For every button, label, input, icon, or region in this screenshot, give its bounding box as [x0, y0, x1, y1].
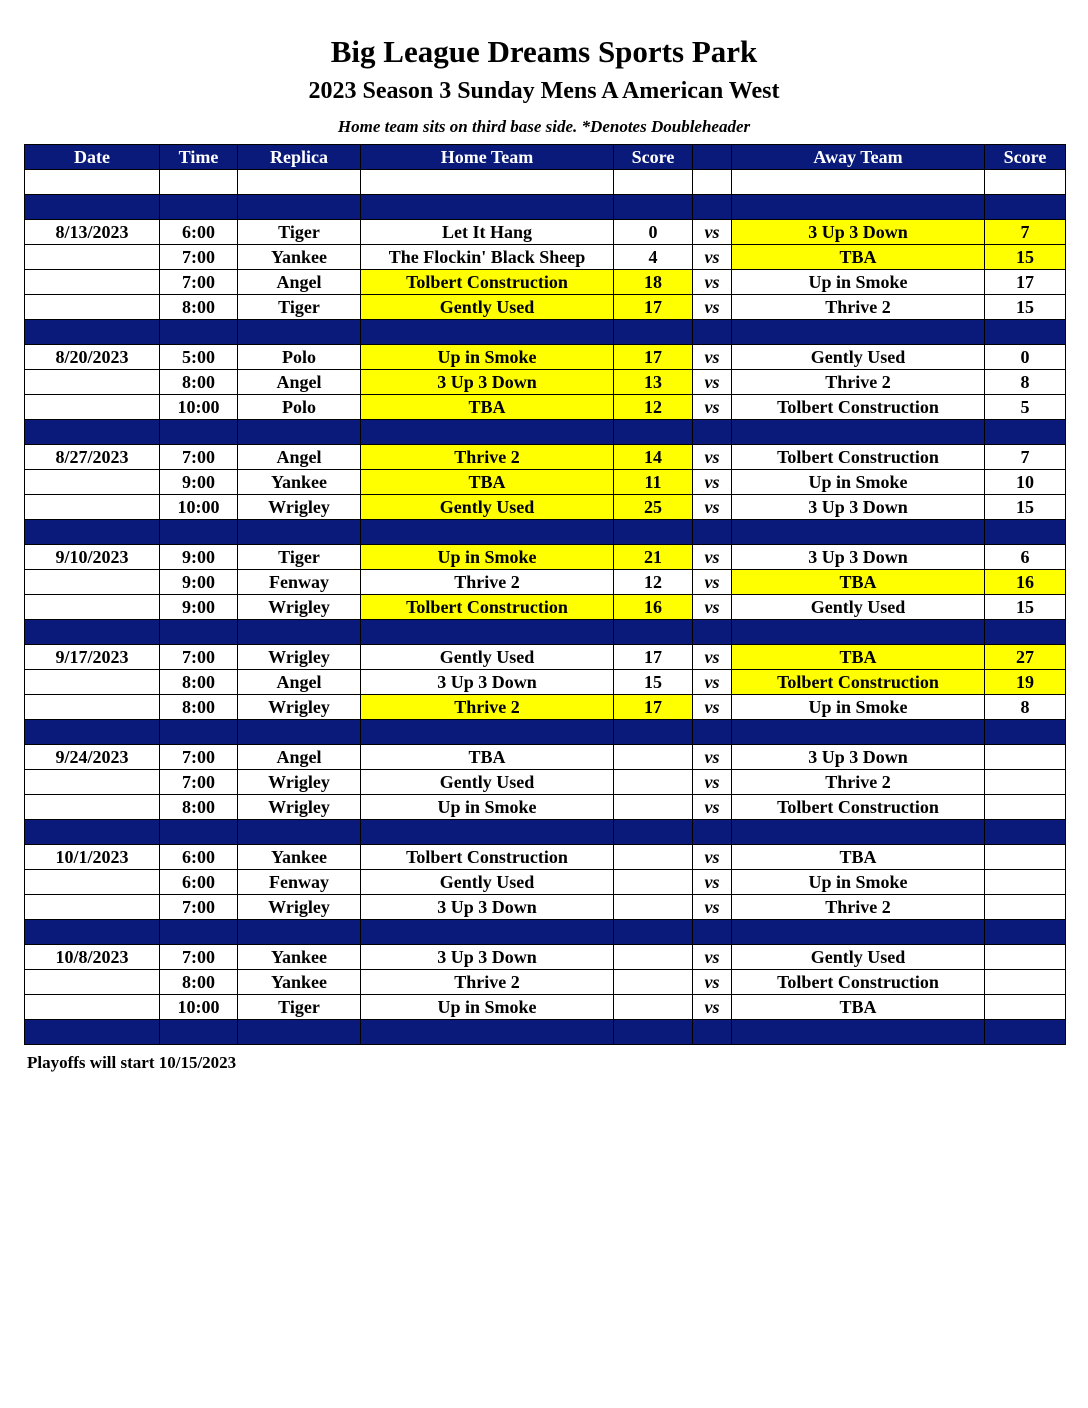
away-score: 8 — [985, 695, 1066, 720]
week-separator-row — [25, 720, 1066, 745]
home-score — [614, 870, 693, 895]
home-score: 14 — [614, 445, 693, 470]
game-row — [25, 895, 1066, 920]
away-score — [985, 945, 1066, 970]
home-team: Up in Smoke — [361, 345, 614, 370]
away-score: 0 — [985, 345, 1066, 370]
home-score: 17 — [614, 695, 693, 720]
game-time: 7:00 — [160, 645, 238, 670]
vs-label: vs — [693, 745, 732, 770]
away-score: 15 — [985, 495, 1066, 520]
vs-label: vs — [693, 470, 732, 495]
away-team: Tolbert Construction — [732, 445, 985, 470]
game-date — [25, 695, 160, 720]
column-header-away-score: Score — [985, 145, 1066, 170]
game-row — [25, 220, 1066, 245]
game-time: 5:00 — [160, 345, 238, 370]
game-time: 7:00 — [160, 945, 238, 970]
week-separator-row — [25, 820, 1066, 845]
vs-label: vs — [693, 645, 732, 670]
away-team: 3 Up 3 Down — [732, 745, 985, 770]
replica-field: Angel — [238, 445, 361, 470]
away-score: 10 — [985, 470, 1066, 495]
home-team: Let It Hang — [361, 220, 614, 245]
game-date — [25, 870, 160, 895]
home-score: 12 — [614, 395, 693, 420]
game-time: 8:00 — [160, 370, 238, 395]
vs-label: vs — [693, 270, 732, 295]
replica-field: Wrigley — [238, 695, 361, 720]
home-team: 3 Up 3 Down — [361, 945, 614, 970]
home-score — [614, 770, 693, 795]
replica-field: Polo — [238, 345, 361, 370]
home-team: Thrive 2 — [361, 570, 614, 595]
away-team: TBA — [732, 995, 985, 1020]
replica-field: Polo — [238, 395, 361, 420]
home-team: TBA — [361, 745, 614, 770]
replica-field: Angel — [238, 370, 361, 395]
away-score — [985, 895, 1066, 920]
game-date: 9/17/2023 — [25, 645, 160, 670]
game-date — [25, 770, 160, 795]
column-header-date: Date — [25, 145, 160, 170]
game-time: 6:00 — [160, 845, 238, 870]
home-score: 4 — [614, 245, 693, 270]
game-time: 7:00 — [160, 445, 238, 470]
vs-label: vs — [693, 870, 732, 895]
game-row — [25, 995, 1066, 1020]
home-score — [614, 745, 693, 770]
home-team: The Flockin' Black Sheep — [361, 245, 614, 270]
game-date: 10/8/2023 — [25, 945, 160, 970]
vs-label: vs — [693, 995, 732, 1020]
away-team: Thrive 2 — [732, 895, 985, 920]
home-team: Gently Used — [361, 645, 614, 670]
home-team: 3 Up 3 Down — [361, 895, 614, 920]
vs-label: vs — [693, 395, 732, 420]
home-score: 21 — [614, 545, 693, 570]
away-team: Tolbert Construction — [732, 795, 985, 820]
home-team: Thrive 2 — [361, 445, 614, 470]
week-separator-row — [25, 520, 1066, 545]
away-team: Gently Used — [732, 345, 985, 370]
home-score: 17 — [614, 295, 693, 320]
game-row — [25, 545, 1066, 570]
game-date — [25, 795, 160, 820]
game-time: 6:00 — [160, 220, 238, 245]
game-time: 9:00 — [160, 470, 238, 495]
game-date — [25, 895, 160, 920]
home-team: 3 Up 3 Down — [361, 670, 614, 695]
replica-field: Wrigley — [238, 770, 361, 795]
replica-field: Angel — [238, 270, 361, 295]
game-date — [25, 670, 160, 695]
column-header-vs — [693, 145, 732, 170]
game-time: 8:00 — [160, 295, 238, 320]
game-date: 9/24/2023 — [25, 745, 160, 770]
home-score: 17 — [614, 345, 693, 370]
away-team: Up in Smoke — [732, 870, 985, 895]
game-row — [25, 345, 1066, 370]
home-score: 11 — [614, 470, 693, 495]
game-time: 7:00 — [160, 770, 238, 795]
schedule-note: Home team sits on third base side. *Denotes Doubleheader — [337, 117, 751, 136]
vs-label: vs — [693, 245, 732, 270]
game-row — [25, 770, 1066, 795]
away-score — [985, 795, 1066, 820]
away-score: 15 — [985, 295, 1066, 320]
vs-label: vs — [693, 970, 732, 995]
away-team: Up in Smoke — [732, 270, 985, 295]
away-team: TBA — [732, 570, 985, 595]
away-team: 3 Up 3 Down — [732, 220, 985, 245]
home-team: Up in Smoke — [361, 995, 614, 1020]
home-score: 12 — [614, 570, 693, 595]
away-score — [985, 870, 1066, 895]
game-date — [25, 570, 160, 595]
vs-label: vs — [693, 545, 732, 570]
game-date: 9/10/2023 — [25, 545, 160, 570]
home-score: 15 — [614, 670, 693, 695]
away-team: TBA — [732, 845, 985, 870]
game-date — [25, 470, 160, 495]
home-team: Thrive 2 — [361, 970, 614, 995]
away-team: Tolbert Construction — [732, 670, 985, 695]
away-team: Thrive 2 — [732, 295, 985, 320]
vs-label: vs — [693, 770, 732, 795]
home-team: Thrive 2 — [361, 695, 614, 720]
game-row — [25, 745, 1066, 770]
vs-label: vs — [693, 845, 732, 870]
vs-label: vs — [693, 595, 732, 620]
game-date — [25, 270, 160, 295]
away-score: 16 — [985, 570, 1066, 595]
away-score: 7 — [985, 220, 1066, 245]
game-date — [25, 995, 160, 1020]
home-score — [614, 845, 693, 870]
vs-label: vs — [693, 495, 732, 520]
away-score: 27 — [985, 645, 1066, 670]
away-score: 15 — [985, 245, 1066, 270]
away-score: 7 — [985, 445, 1066, 470]
column-header-replica: Replica — [238, 145, 361, 170]
game-date — [25, 595, 160, 620]
replica-field: Tiger — [238, 545, 361, 570]
away-score — [985, 845, 1066, 870]
home-team: Tolbert Construction — [361, 845, 614, 870]
week-separator-row — [25, 320, 1066, 345]
game-time: 9:00 — [160, 570, 238, 595]
replica-field: Yankee — [238, 970, 361, 995]
game-row — [25, 845, 1066, 870]
away-score — [985, 970, 1066, 995]
home-score: 17 — [614, 645, 693, 670]
replica-field: Tiger — [238, 295, 361, 320]
away-team: Up in Smoke — [732, 695, 985, 720]
home-score — [614, 970, 693, 995]
replica-field: Angel — [238, 745, 361, 770]
game-time: 7:00 — [160, 895, 238, 920]
home-score — [614, 945, 693, 970]
home-team: Gently Used — [361, 770, 614, 795]
away-score — [985, 770, 1066, 795]
replica-field: Wrigley — [238, 895, 361, 920]
vs-label: vs — [693, 345, 732, 370]
away-score: 6 — [985, 545, 1066, 570]
away-team: 3 Up 3 Down — [732, 495, 985, 520]
game-time: 9:00 — [160, 595, 238, 620]
schedule-table — [24, 144, 1066, 1045]
game-row — [25, 370, 1066, 395]
away-team: 3 Up 3 Down — [732, 545, 985, 570]
home-team: Gently Used — [361, 495, 614, 520]
game-time: 7:00 — [160, 245, 238, 270]
week-separator-row — [25, 1020, 1066, 1045]
game-row — [25, 270, 1066, 295]
replica-field: Yankee — [238, 845, 361, 870]
game-time: 10:00 — [160, 995, 238, 1020]
week-separator-row — [25, 620, 1066, 645]
game-row — [25, 595, 1066, 620]
replica-field: Fenway — [238, 870, 361, 895]
blank-row — [25, 170, 1066, 195]
replica-field: Wrigley — [238, 645, 361, 670]
game-row — [25, 245, 1066, 270]
game-date: 10/1/2023 — [25, 845, 160, 870]
home-team: Up in Smoke — [361, 795, 614, 820]
away-team: Gently Used — [732, 595, 985, 620]
game-row — [25, 445, 1066, 470]
home-team: Tolbert Construction — [361, 595, 614, 620]
away-score — [985, 995, 1066, 1020]
away-score: 8 — [985, 370, 1066, 395]
game-row — [25, 645, 1066, 670]
week-separator-row — [25, 920, 1066, 945]
home-score: 13 — [614, 370, 693, 395]
game-time: 9:00 — [160, 545, 238, 570]
game-row — [25, 495, 1066, 520]
game-time: 7:00 — [160, 745, 238, 770]
week-separator-row — [25, 195, 1066, 220]
game-date — [25, 295, 160, 320]
away-team: Gently Used — [732, 945, 985, 970]
away-score: 5 — [985, 395, 1066, 420]
game-time: 8:00 — [160, 695, 238, 720]
game-time: 10:00 — [160, 495, 238, 520]
game-date — [25, 970, 160, 995]
game-date — [25, 395, 160, 420]
game-date: 8/27/2023 — [25, 445, 160, 470]
game-date: 8/13/2023 — [25, 220, 160, 245]
replica-field: Yankee — [238, 470, 361, 495]
column-header-time: Time — [160, 145, 238, 170]
game-time: 8:00 — [160, 670, 238, 695]
game-row — [25, 695, 1066, 720]
replica-field: Wrigley — [238, 495, 361, 520]
home-score: 0 — [614, 220, 693, 245]
away-team: Tolbert Construction — [732, 395, 985, 420]
game-time: 8:00 — [160, 795, 238, 820]
home-score: 18 — [614, 270, 693, 295]
game-row — [25, 470, 1066, 495]
home-team: Gently Used — [361, 295, 614, 320]
game-time: 8:00 — [160, 970, 238, 995]
game-row — [25, 970, 1066, 995]
away-score: 17 — [985, 270, 1066, 295]
home-team: Tolbert Construction — [361, 270, 614, 295]
vs-label: vs — [693, 945, 732, 970]
vs-label: vs — [693, 795, 732, 820]
away-score: 15 — [985, 595, 1066, 620]
page-title: Big League Dreams Sports Park — [330, 34, 758, 69]
home-team: TBA — [361, 470, 614, 495]
vs-label: vs — [693, 445, 732, 470]
away-team: Thrive 2 — [732, 770, 985, 795]
home-score: 16 — [614, 595, 693, 620]
game-date — [25, 245, 160, 270]
schedule-body — [25, 170, 1066, 1045]
vs-label: vs — [693, 295, 732, 320]
game-date — [25, 495, 160, 520]
game-date: 8/20/2023 — [25, 345, 160, 370]
column-header-home-team: Home Team — [361, 145, 614, 170]
replica-field: Yankee — [238, 245, 361, 270]
column-header-home-score: Score — [614, 145, 693, 170]
vs-label: vs — [693, 220, 732, 245]
home-score — [614, 795, 693, 820]
vs-label: vs — [693, 570, 732, 595]
game-row — [25, 945, 1066, 970]
home-team: Up in Smoke — [361, 545, 614, 570]
week-separator-row — [25, 420, 1066, 445]
home-team: 3 Up 3 Down — [361, 370, 614, 395]
game-row — [25, 795, 1066, 820]
vs-label: vs — [693, 695, 732, 720]
playoffs-note: Playoffs will start 10/15/2023 — [27, 1053, 237, 1072]
home-score: 25 — [614, 495, 693, 520]
away-score: 19 — [985, 670, 1066, 695]
replica-field: Fenway — [238, 570, 361, 595]
away-team: Tolbert Construction — [732, 970, 985, 995]
game-time: 10:00 — [160, 395, 238, 420]
away-team: TBA — [732, 245, 985, 270]
column-header-away-team: Away Team — [732, 145, 985, 170]
away-team: TBA — [732, 645, 985, 670]
home-team: Gently Used — [361, 870, 614, 895]
replica-field: Wrigley — [238, 795, 361, 820]
game-row — [25, 670, 1066, 695]
vs-label: vs — [693, 670, 732, 695]
away-team: Up in Smoke — [732, 470, 985, 495]
page-subtitle: 2023 Season 3 Sunday Mens A American West — [308, 78, 780, 104]
replica-field: Tiger — [238, 220, 361, 245]
replica-field: Angel — [238, 670, 361, 695]
replica-field: Yankee — [238, 945, 361, 970]
away-score — [985, 745, 1066, 770]
replica-field: Tiger — [238, 995, 361, 1020]
vs-label: vs — [693, 895, 732, 920]
game-row — [25, 395, 1066, 420]
game-time: 6:00 — [160, 870, 238, 895]
replica-field: Wrigley — [238, 595, 361, 620]
game-row — [25, 570, 1066, 595]
home-score — [614, 895, 693, 920]
game-time: 7:00 — [160, 270, 238, 295]
home-score — [614, 995, 693, 1020]
game-row — [25, 870, 1066, 895]
table-header-row — [25, 145, 1066, 170]
away-team: Thrive 2 — [732, 370, 985, 395]
home-team: TBA — [361, 395, 614, 420]
vs-label: vs — [693, 370, 732, 395]
game-row — [25, 295, 1066, 320]
game-date — [25, 370, 160, 395]
